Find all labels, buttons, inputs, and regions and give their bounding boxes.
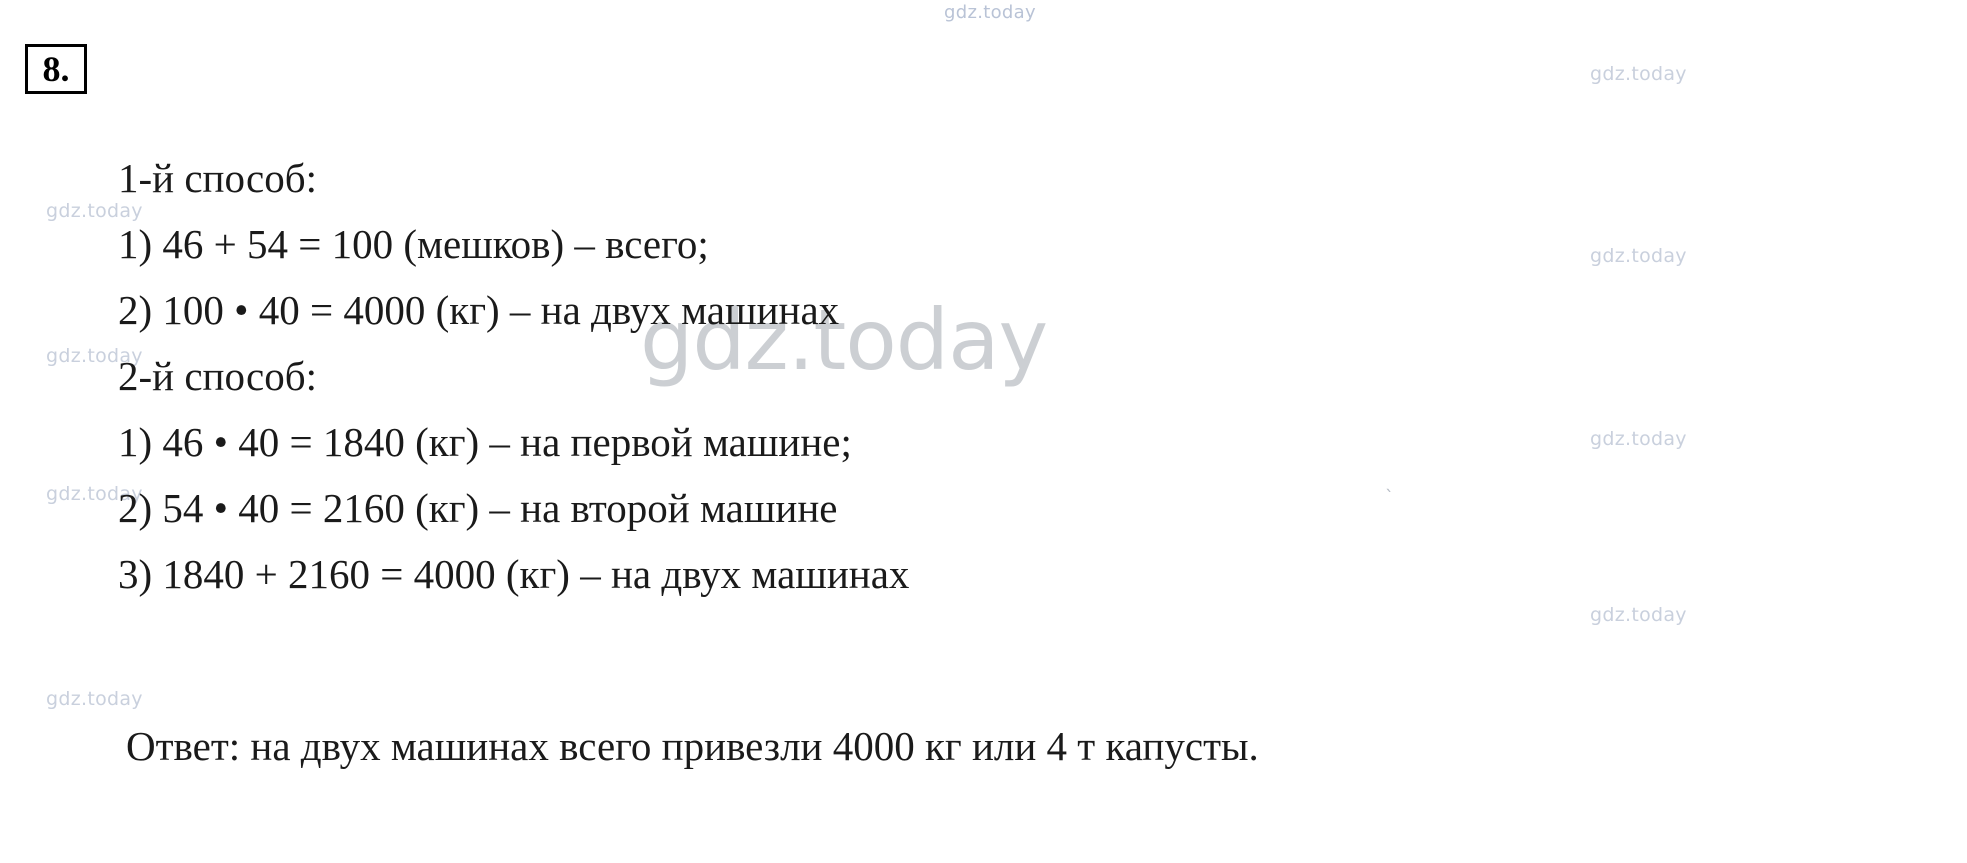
- watermark-left-4: gdz.today: [46, 688, 143, 710]
- solution-line: 1-й способ:: [118, 155, 317, 201]
- solution-body: [118, 145, 1568, 607]
- watermark-right-2: gdz.today: [1590, 245, 1687, 267]
- solution-line: 1) 46 • 40 = 1840 (кг) – на первой машине;: [118, 419, 852, 465]
- watermark-right-4: gdz.today: [1590, 604, 1687, 626]
- answer-line: Ответ: на двух машинах всего привезли 4000 кг или 4 т капусты.: [126, 723, 1259, 769]
- solution-line: 2-й способ:: [118, 353, 317, 399]
- solution-line: 2) 100 • 40 = 4000 (кг) – на двух машинах: [118, 287, 840, 333]
- watermark-top: gdz.today: [944, 2, 1036, 23]
- watermark-center-large: gdz.today: [640, 291, 1048, 389]
- watermark-left-1: gdz.today: [46, 200, 143, 222]
- task-number-box: 8.: [25, 44, 87, 94]
- watermark-right-1: gdz.today: [1590, 63, 1687, 85]
- solution-line: 1) 46 + 54 = 100 (мешков) – всего;: [118, 221, 709, 267]
- watermark-left-2: gdz.today: [46, 345, 143, 367]
- solution-line: 3) 1840 + 2160 = 4000 (кг) – на двух машинах: [118, 551, 910, 597]
- watermark-right-3: gdz.today: [1590, 428, 1687, 450]
- solution-line: 2) 54 • 40 = 2160 (кг) – на второй машине: [118, 485, 838, 531]
- watermark-left-3: gdz.today: [46, 483, 143, 505]
- stray-tick-mark: `: [1385, 487, 1394, 508]
